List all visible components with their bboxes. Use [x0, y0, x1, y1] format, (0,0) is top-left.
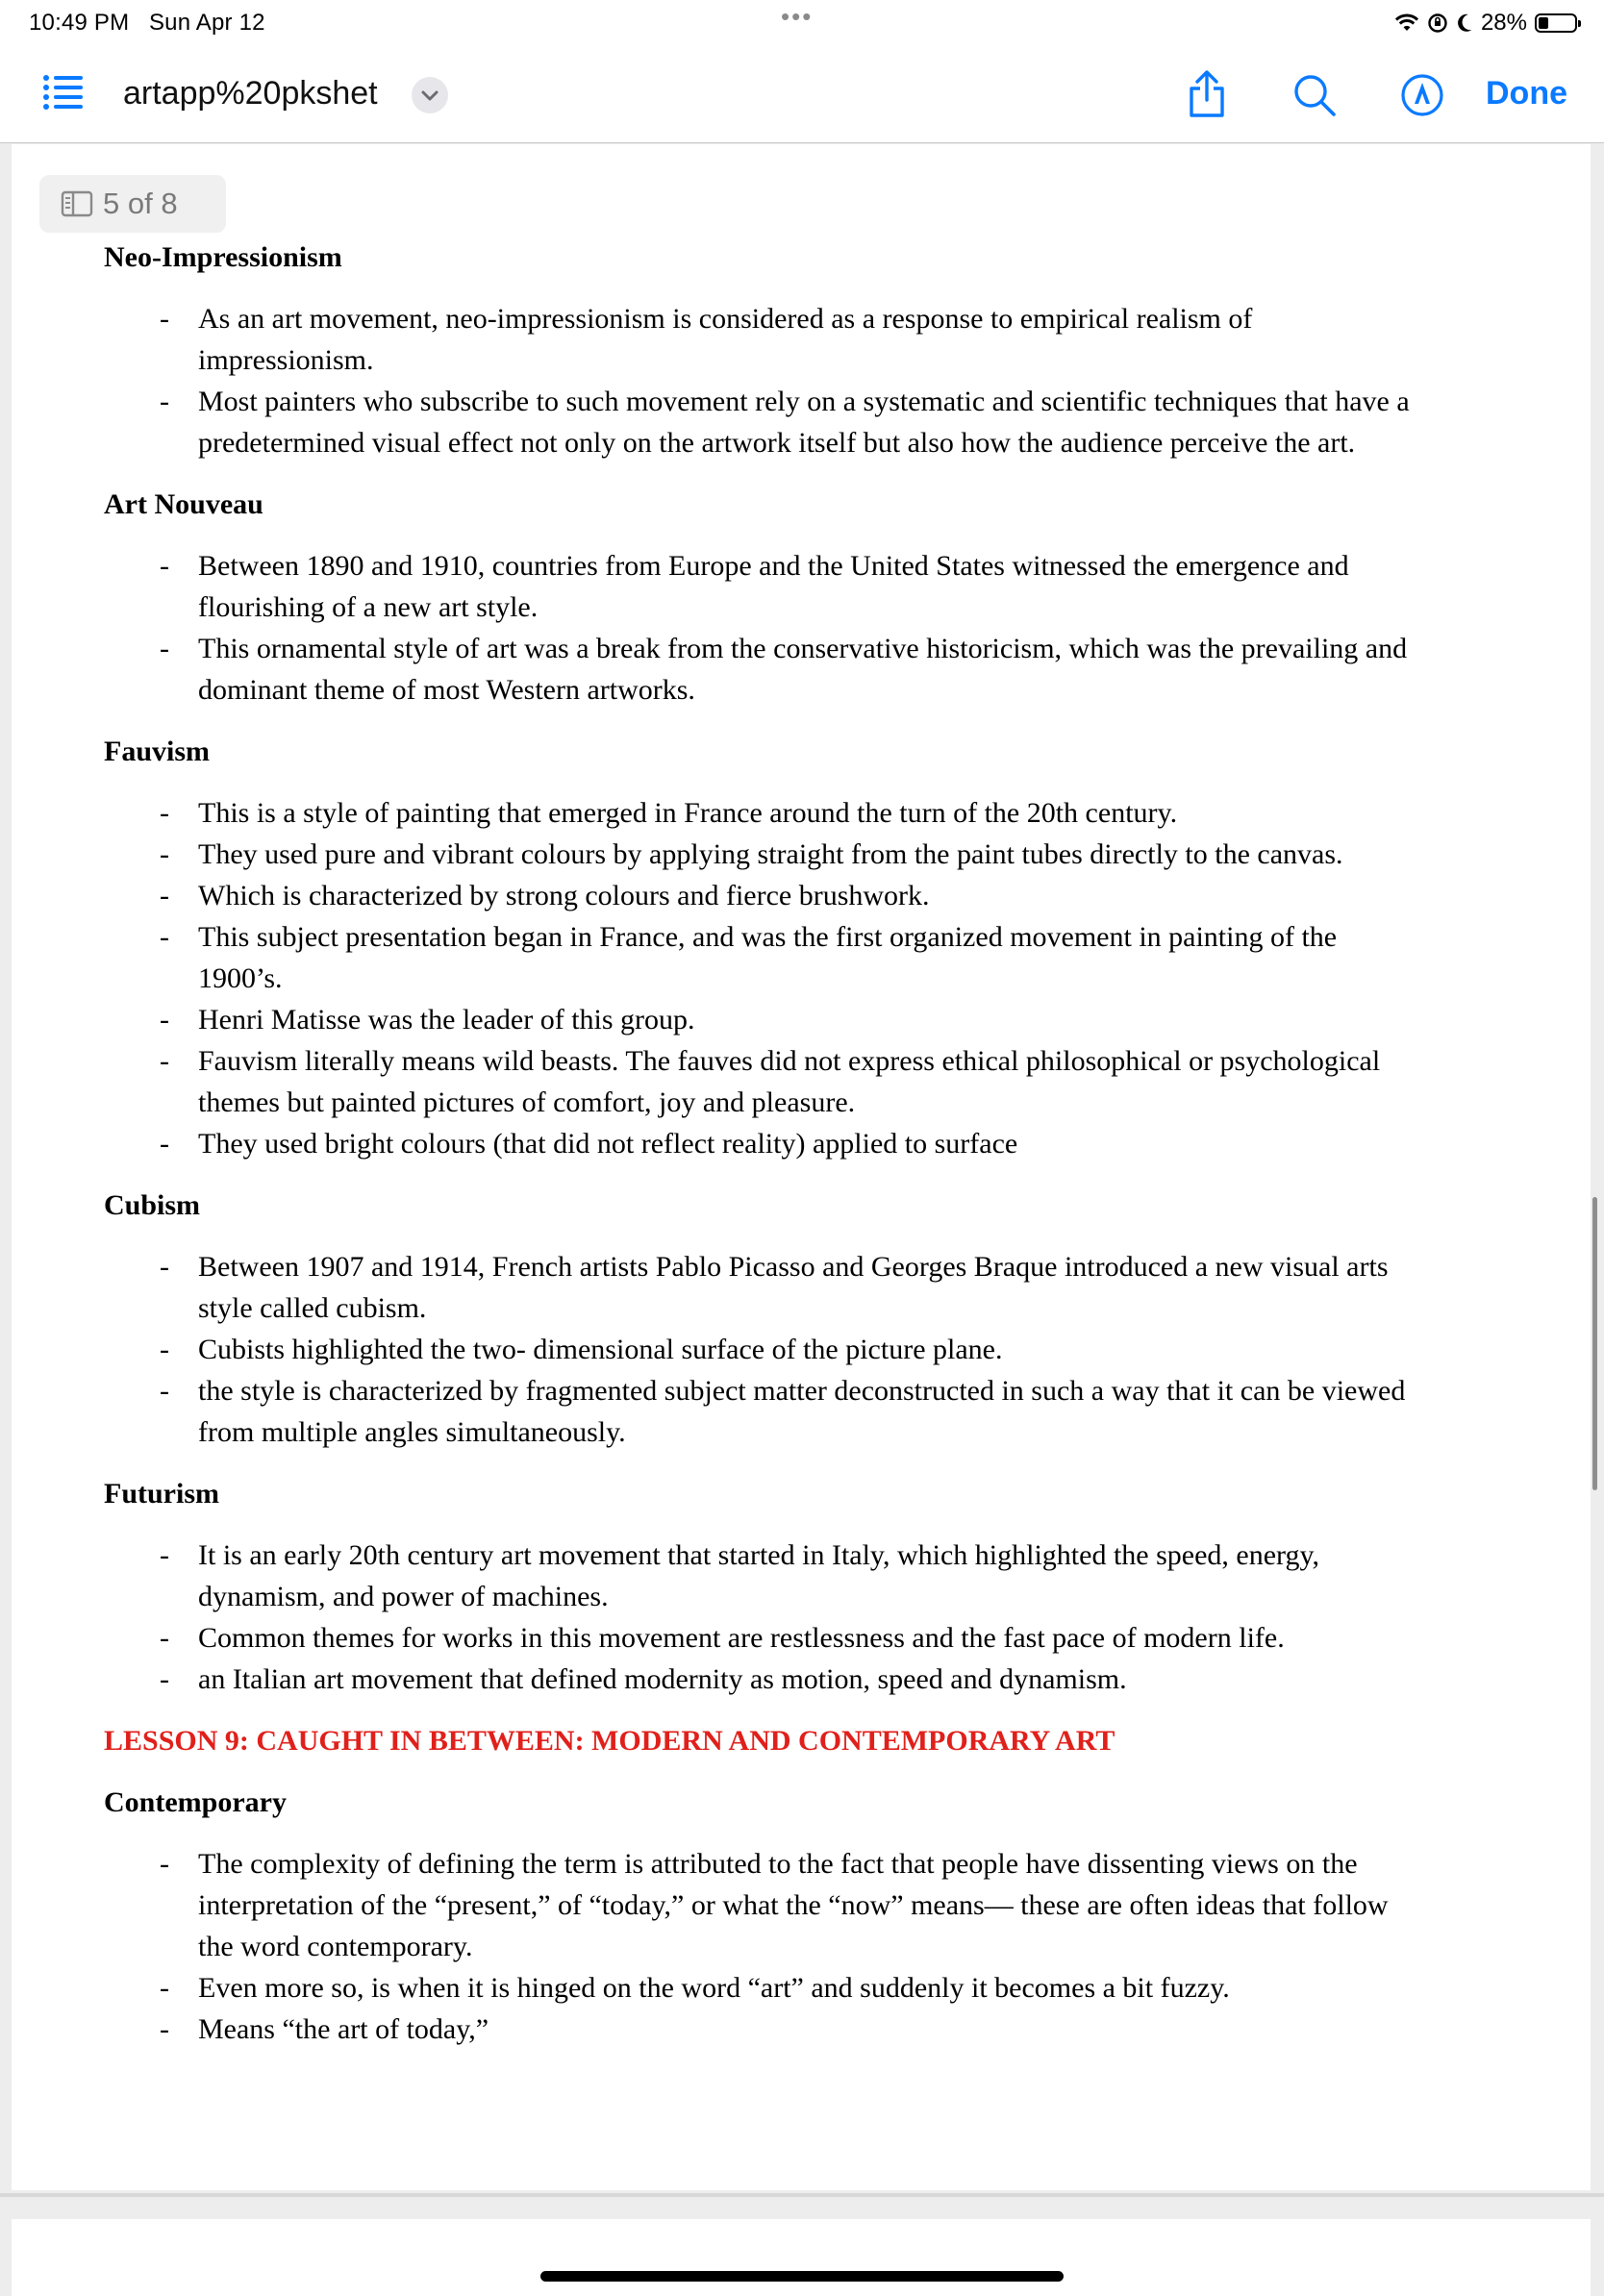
bullet-item [104, 1370, 1566, 1453]
bullet-text-line: dynamism, and power of machines. [198, 1581, 609, 1612]
bullet-dash: - [160, 1251, 169, 1283]
battery-icon [1535, 13, 1577, 33]
list-icon[interactable] [42, 73, 85, 112]
bullet-list [104, 1535, 1566, 1700]
bullet-text-line: the style is characterized by fragmented subject matter deconstructed in such a way that it can be viewed [198, 1375, 1406, 1407]
bullet-item [104, 792, 1566, 834]
bullet-dash: - [160, 1663, 169, 1695]
bullet-text-line: interpretation of the “present,” of “today,” or what the “now” means— these are often ideas that follow [198, 1889, 1389, 1921]
bullet-text-line: This subject presentation began in France, and was the first organized movement in painting of the [198, 921, 1338, 953]
bullet-dash: - [160, 1848, 169, 1880]
bullet-text-line: They used bright colours (that did not reflect reality) applied to surface [198, 1128, 1018, 1160]
bullet-item [104, 875, 1566, 916]
bullet-dash: - [160, 633, 169, 664]
bullet-dash: - [160, 797, 169, 829]
bullet-text-line: 1900’s. [198, 962, 283, 994]
bullet-item [104, 1843, 1566, 1967]
toolbar [0, 46, 1604, 143]
bullet-item [104, 2009, 1566, 2050]
bullet-list [104, 1246, 1566, 1453]
bullet-item [104, 1617, 1566, 1659]
bullet-dash: - [160, 921, 169, 953]
wifi-icon [1394, 13, 1419, 33]
bullet-item [104, 1246, 1566, 1329]
bullet-dash: - [160, 1539, 169, 1571]
moon-icon [1456, 12, 1473, 34]
bullet-dash: - [160, 2013, 169, 2045]
page-indicator[interactable] [39, 175, 226, 233]
section-heading: Contemporary [104, 1786, 287, 1818]
bullet-item [104, 1329, 1566, 1370]
bullet-item [104, 298, 1566, 381]
bullet-item [104, 545, 1566, 628]
bullet-text-line: Most painters who subscribe to such movement rely on a systematic and scientific techniques that have a [198, 386, 1410, 417]
bullet-item [104, 628, 1566, 711]
battery-cap [1578, 20, 1581, 27]
bullet-text-line: dominant theme of most Western artworks. [198, 674, 695, 706]
lesson-heading: LESSON 9: CAUGHT IN BETWEEN: MODERN AND CONTEMPORARY ART [104, 1725, 1115, 1757]
bullet-dash: - [160, 1622, 169, 1654]
bullet-dash: - [160, 303, 169, 335]
bullet-list [104, 545, 1566, 711]
status-bar [0, 0, 1604, 46]
title-menu-button[interactable] [412, 77, 448, 113]
bullet-dash: - [160, 550, 169, 582]
multitasking-dots-icon[interactable]: ••• [781, 2, 814, 31]
bullet-text-line: flourishing of a new art style. [198, 591, 539, 623]
share-icon[interactable] [1186, 69, 1228, 119]
bullet-text-line: themes but painted pictures of comfort, joy and pleasure. [198, 1086, 856, 1118]
bullet-text-line: Fauvism literally means wild beasts. The fauves did not express ethical philosophical or psychological [198, 1045, 1381, 1077]
bullet-text-line: This is a style of painting that emerged in France around the turn of the 20th century. [198, 797, 1178, 829]
bullet-text-line: Cubists highlighted the two- dimensional surface of the picture plane. [198, 1334, 1003, 1365]
bullet-item [104, 1040, 1566, 1123]
bullet-list [104, 298, 1566, 463]
markup-icon[interactable] [1400, 73, 1444, 117]
bullet-item [104, 1967, 1566, 2009]
bullet-item [104, 1535, 1566, 1617]
bullet-dash: - [160, 838, 169, 870]
status-time: 10:49 PM [29, 10, 130, 36]
bullet-item [104, 999, 1566, 1040]
done-button[interactable]: Done [1486, 75, 1567, 112]
bullet-dash: - [160, 1972, 169, 2004]
bullet-text-line: The complexity of defining the term is attributed to the fact that people have dissenting views on the [198, 1848, 1358, 1880]
bullet-text-line: an Italian art movement that defined modernity as motion, speed and dynamism. [198, 1663, 1127, 1695]
orientation-lock-icon [1427, 12, 1448, 34]
document-page [12, 144, 1591, 2190]
section-heading: Futurism [104, 1478, 219, 1510]
bullet-dash: - [160, 1004, 169, 1036]
bullet-list [104, 1843, 1566, 2050]
bullet-item [104, 1123, 1566, 1164]
bullet-text-line: from multiple angles simultaneously. [198, 1416, 626, 1448]
bullet-text-line: They used pure and vibrant colours by applying straight from the paint tubes directly to the canvas. [198, 838, 1343, 870]
scrollbar[interactable] [1592, 1197, 1597, 1490]
document-title[interactable]: artapp%20pkshet [123, 75, 378, 112]
bullet-text-line: impressionism. [198, 344, 374, 376]
bullet-item [104, 834, 1566, 875]
bullet-text-line: As an art movement, neo-impressionism is considered as a response to empirical realism of [198, 303, 1253, 335]
status-indicators [1394, 8, 1577, 38]
bullet-dash: - [160, 1128, 169, 1160]
bullet-text-line: It is an early 20th century art movement that started in Italy, which highlighted the speed, energy, [198, 1539, 1320, 1571]
bullet-text-line: Even more so, is when it is hinged on the word “art” and suddenly it becomes a bit fuzzy. [198, 1972, 1230, 2004]
home-indicator[interactable] [540, 2271, 1064, 2282]
chevron-down-icon [412, 77, 448, 113]
bullet-text-line: style called cubism. [198, 1292, 427, 1324]
battery-fill [1539, 17, 1548, 29]
bullet-text-line: the word contemporary. [198, 1931, 473, 1962]
bullet-dash: - [160, 386, 169, 417]
bullet-text-line: predetermined visual effect not only on the artwork itself but also how the audience perceive the art. [198, 427, 1356, 459]
section-heading: Fauvism [104, 736, 211, 767]
bullet-text-line: Henri Matisse was the leader of this group. [198, 1004, 695, 1036]
status-date: Sun Apr 12 [148, 10, 265, 36]
bullet-dash: - [160, 1045, 169, 1077]
bullet-dash: - [160, 1375, 169, 1407]
next-document-page [12, 2219, 1591, 2296]
bullet-dash: - [160, 1334, 169, 1365]
page-separator [0, 2193, 1604, 2197]
sidebar-icon [61, 190, 93, 217]
status-time-date [29, 10, 265, 37]
bullet-text-line: Common themes for works in this movement are restlessness and the fast pace of modern life. [198, 1622, 1285, 1654]
section-heading: Cubism [104, 1189, 201, 1221]
bullet-text-line: Which is characterized by strong colours and fierce brushwork. [198, 880, 930, 911]
search-icon[interactable] [1292, 73, 1337, 117]
bullet-text-line: This ornamental style of art was a break from the conservative historicism, which was the prevailing and [198, 633, 1408, 664]
bullet-dash: - [160, 880, 169, 911]
battery-percent: 28% [1480, 10, 1527, 36]
section-heading: Neo-Impressionism [104, 241, 342, 273]
bullet-list [104, 792, 1566, 1164]
bullet-item [104, 916, 1566, 999]
bullet-item [104, 1659, 1566, 1700]
bullet-text-line: Means “the art of today,” [198, 2013, 489, 2045]
bullet-item [104, 381, 1566, 463]
page-counter-text: 5 of 8 [103, 187, 178, 220]
bullet-text-line: Between 1907 and 1914, French artists Pablo Picasso and Georges Braque introduced a new visual arts [198, 1251, 1389, 1283]
section-heading: Art Nouveau [104, 488, 263, 520]
bullet-text-line: Between 1890 and 1910, countries from Europe and the United States witnessed the emergence and [198, 550, 1349, 582]
